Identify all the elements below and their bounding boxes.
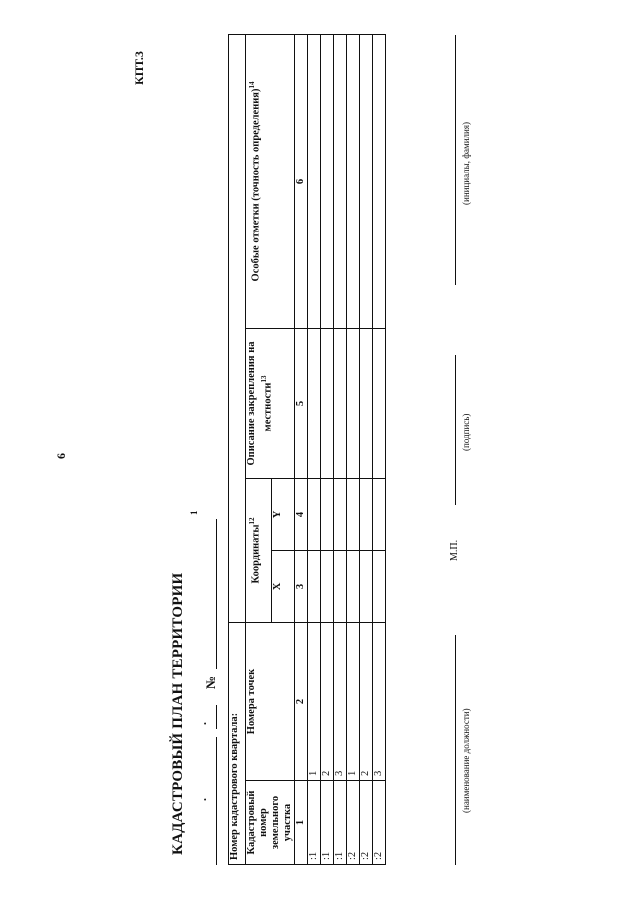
coords-label: Координаты <box>250 524 262 584</box>
col-parcel-header: Кадастровый номер земельного участка <box>246 781 295 865</box>
notes-cell <box>360 34 373 328</box>
quarter-value <box>229 34 246 622</box>
parcel-cell: :2 <box>373 781 386 865</box>
column-number: 4 <box>295 478 308 550</box>
blank-dot: . <box>195 722 209 725</box>
notes-cell <box>321 34 334 328</box>
parcel-cell: :1 <box>321 781 334 865</box>
signature-caption: (подпись) <box>461 413 471 451</box>
point-cell: 2 <box>360 622 373 780</box>
description-cell <box>321 328 334 478</box>
signature-line <box>455 355 456 505</box>
point-cell: 1 <box>347 622 360 780</box>
notes-footnote: 14 <box>248 81 256 89</box>
notes-cell <box>308 34 321 328</box>
y-cell <box>321 478 334 550</box>
description-cell <box>334 328 347 478</box>
points-table <box>228 34 386 865</box>
document-title: КАДАСТРОВЫЙ ПЛАН ТЕРРИТОРИИ <box>170 572 186 855</box>
description-cell <box>373 328 386 478</box>
table-row <box>308 34 321 864</box>
y-cell <box>347 478 360 550</box>
column-number: 3 <box>295 550 308 622</box>
number-sign: № <box>203 675 218 689</box>
notes-cell <box>347 34 360 328</box>
y-cell <box>360 478 373 550</box>
col-y-header: Y <box>272 478 295 550</box>
document-number-line <box>189 0 221 865</box>
name-line <box>455 35 456 285</box>
table-row <box>373 34 386 864</box>
col-coords-header <box>246 478 272 622</box>
point-cell: 3 <box>373 622 386 780</box>
parcel-cell: :1 <box>334 781 347 865</box>
description-cell <box>360 328 373 478</box>
description-cell <box>347 328 360 478</box>
x-cell <box>360 550 373 622</box>
quarter-label: Номер кадастрового квартала: <box>229 622 246 864</box>
position-line <box>455 635 456 865</box>
y-cell <box>373 478 386 550</box>
parcel-cell: :2 <box>360 781 373 865</box>
notes-label: Особые отметки (точность определения) <box>250 88 262 282</box>
y-cell <box>334 478 347 550</box>
x-cell <box>308 550 321 622</box>
table-row <box>334 34 347 864</box>
column-number: 2 <box>295 622 308 780</box>
x-cell <box>334 550 347 622</box>
col-description-header <box>246 328 295 478</box>
point-cell: 2 <box>321 622 334 780</box>
col-points-header: Номера точек <box>246 622 295 780</box>
coords-footnote: 12 <box>248 517 256 525</box>
page-number: 6 <box>54 453 68 459</box>
description-cell <box>308 328 321 478</box>
column-number: 1 <box>295 781 308 865</box>
col-notes-header <box>246 34 295 328</box>
y-cell <box>308 478 321 550</box>
table-row <box>360 34 373 864</box>
blank-line <box>216 737 217 865</box>
parcel-cell: :1 <box>308 781 321 865</box>
x-cell <box>347 550 360 622</box>
parcel-cell: :2 <box>347 781 360 865</box>
column-number: 6 <box>295 34 308 328</box>
col-x-header: X <box>272 550 295 622</box>
x-cell <box>321 550 334 622</box>
notes-cell <box>334 34 347 328</box>
point-cell: 3 <box>334 622 347 780</box>
x-cell <box>373 550 386 622</box>
blank-line <box>216 705 217 729</box>
table-row <box>347 34 360 864</box>
name-caption: (инициалы, фамилия) <box>461 122 471 205</box>
table-row <box>321 34 334 864</box>
number-blank-line <box>216 519 217 669</box>
point-cell: 1 <box>308 622 321 780</box>
document-code: КПТ.3 <box>132 51 146 85</box>
column-number: 5 <box>295 328 308 478</box>
blank-dot: . <box>195 798 209 801</box>
description-label: Описание закрепления на местности <box>246 341 274 466</box>
footnote-ref: 1 <box>189 510 199 515</box>
notes-cell <box>373 34 386 328</box>
description-footnote: 13 <box>260 375 268 383</box>
stamp-label: М.П. <box>449 539 460 561</box>
position-caption: (наименование должности) <box>461 708 471 813</box>
